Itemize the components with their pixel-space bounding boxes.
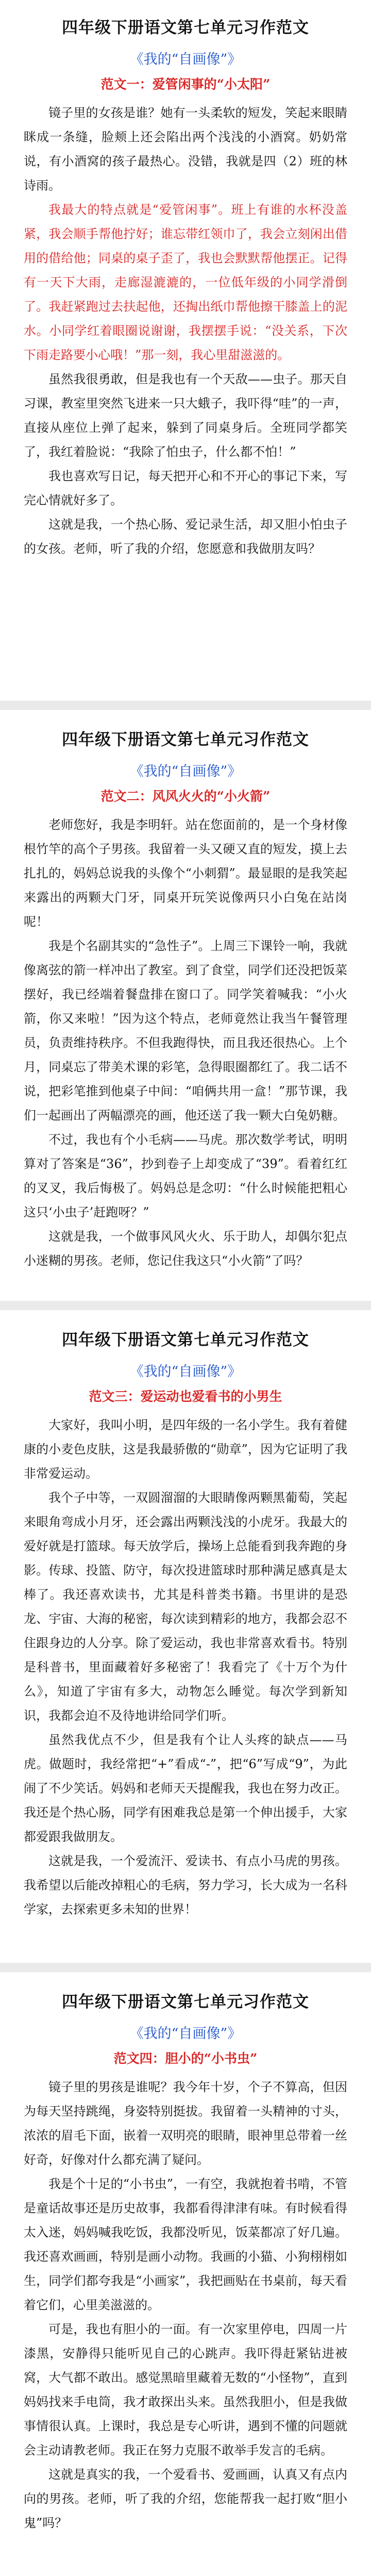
paragraph: 老师您好，我是李明轩。站在您面前的，是一个身材像根竹竿的高个子男孩。我留着一头又硬又直的短发，摸上去扎扎的，妈妈总说我的头像个“小刺猬”。最显眼的是我笑起来露出的两颗大门牙，同桌开玩笑说像两只小白兔在站岗呢！ bbox=[24, 818, 347, 929]
essay-topic: 《我的“自画像”》 bbox=[129, 2026, 242, 2042]
paragraph: 虽然我很勇敢，但是我也有一个天敌——虫子。那天自习课，教室里突然飞进来一只大蛾子，我吓得“哇”的一声，直接从座位上弹了起来，躲到了同桌身后。全班同学都笑了，我红着脸说：“我除了怕虫子，什么都不怕！” bbox=[24, 372, 347, 459]
paragraph: 镜子里的男孩是谁呢？我今年十岁，个子不算高，但因为每天坚持跳绳，身姿特别挺拔。我留着一头精神的寸头，浓浓的眉毛下面，嵌着一双明亮的眼睛，眼神里总带着一丝好奇，好像对什么都充满了疑问。 bbox=[24, 2080, 347, 2167]
document-title: 四年级下册语文第七单元习作范文 bbox=[62, 1331, 309, 1349]
document-title: 四年级下册语文第七单元习作范文 bbox=[62, 19, 309, 37]
paragraph: 可是，我也有胆小的一面。有一次家里停电，四周一片漆黑，安静得只能听见自己的心跳声。我吓得赶紧钻进被窝，大气都不敢出。感觉黑暗里藏着无数的“小怪物”，直到妈妈找来手电筒，我才敢探出头来。虽然我胆小，但是我做事情很认真。上课时，我总是专心听讲，遇到不懂的问题就会主动请教老师。我正在努力克服不敢举手发言的毛病。 bbox=[24, 2322, 347, 2458]
essay-topic: 《我的“自画像”》 bbox=[129, 52, 242, 67]
essay-sheet-2 bbox=[24, 726, 347, 1273]
paragraph: 这就是我，一个爱流汗、爱读书、有点小马虎的男孩。我希望以后能改掉粗心的毛病，努力学习，长大成为一名科学家，去探索更多未知的世界！ bbox=[24, 1854, 347, 1917]
paragraph: 大家好，我叫小明，是四年级的一名小学生。我有着健康的小麦色皮肤，这是我最骄傲的“勋章”，因为它证明了我非常爱运动。 bbox=[24, 1418, 347, 1481]
paragraph: 我个子中等，一双圆溜溜的大眼睛像两颗黑葡萄，笑起来眼角弯成小月牙，还会露出两颗浅浅的小虎牙。我最大的爱好就是打篮球。每天放学后，操场上总能看到我奔跑的身影。传球、投篮、防守，每次投进篮球时那种满足感真是太棒了。我还喜欢读书，尤其是科普类书籍。书里讲的是恐龙、宇宙、大海的秘密，每次读到精彩的地方，我都会忍不住跟身边的人分享。除了爱运动，我也非常喜欢看书。特别是科普书，里面藏着好多秘密了！我看完了《十万个为什么》，知道了宇宙有多大，动物怎么睡觉。每次学到新知识，我都会迫不及待地讲给同学们听。 bbox=[24, 1490, 347, 1723]
paragraph: 这就是我，一个热心肠、爱记录生活，却又胆小怕虫子的女孩。老师，听了我的介绍，您愿意和我做朋友吗？ bbox=[24, 517, 347, 556]
essay-sheet-3 bbox=[24, 1327, 347, 1922]
essay-sheet-4 bbox=[24, 1989, 347, 2535]
essay-sheet-1 bbox=[24, 14, 347, 561]
essay-topic: 《我的“自画像”》 bbox=[129, 1364, 242, 1380]
page-divider bbox=[0, 1301, 371, 1310]
essay-title: 范文二：风风火火的“小火箭” bbox=[100, 789, 271, 804]
document-title: 四年级下册语文第七单元习作范文 bbox=[62, 731, 309, 749]
paragraph: 我也喜欢写日记，每天把开心和不开心的事记下来，写完心情就好多了。 bbox=[24, 469, 347, 507]
essay-title: 范文三：爱运动也爱看书的小男生 bbox=[89, 1389, 282, 1404]
document-title: 四年级下册语文第七单元习作范文 bbox=[62, 1993, 309, 2011]
paragraph: 不过，我也有个小毛病——马虎。那次数学考试，明明算对了答案是“36”，抄到卷子上却变成了“39”。看着红红的叉叉，我后悔极了。妈妈总是念叨：“什么时候能把粗心这只‘小虫子’赶跑呀？” bbox=[24, 1132, 347, 1219]
paragraph: 镜子里的女孩是谁？她有一头柔软的短发，笑起来眼睛眯成一条缝，脸颊上还会陷出两个浅浅的小酒窝。奶奶常说，有小酒窝的孩子最热心。没错，我就是四（2）班的林诗雨。 bbox=[24, 106, 347, 193]
page-divider bbox=[0, 701, 371, 710]
page-divider bbox=[0, 1963, 371, 1972]
paragraph: 这就是真实的我，一个爱看书、爱画画，认真又有点内向的男孩。老师，听了我的介绍，您能帮我一起打败“胆小鬼”吗？ bbox=[24, 2467, 347, 2530]
essay-topic: 《我的“自画像”》 bbox=[129, 764, 242, 779]
paragraph: 我是个名副其实的“急性子”。上周三下课铃一响，我就像离弦的箭一样冲出了教室。到了食堂，同学们还没把饭菜摆好，我已经端着餐盘排在窗口了。同学笑着喊我：“小火箭，你又来啦！”因为这个特点，老师竟然让我当午餐管理员，负责维持秩序。不但我跑得快，而且我还很热心。上个月，同桌忘了带美术课的彩笔，急得眼圈都红了。我二话不说，把彩笔推到他桌子中间：“咱俩共用一盒！”那节课，我们一起画出了两幅漂亮的画，他还送了我一颗大白兔奶糖。 bbox=[24, 939, 347, 1123]
essay-title: 范文一：爱管闲事的“小太阳” bbox=[100, 77, 271, 92]
paragraph-highlighted: 我最大的特点就是“爱管闲事”。班上有谁的水杯没盖紧，我会顺手帮他拧好；谁忘带红领巾了，我会立刻闲出借用的借给他；同桌的桌子歪了，我也会默默帮他摆正。记得有一天下大雨，走廊湿漉漉的，一位低年级的小同学滑倒了。我赶紧跑过去扶起他，还掏出纸巾帮他擦干膝盖上的泥水。小同学红着眼圈说谢谢，我摆摆手说：“没关系，下次下雨走路要小心哦！”那一刻，我心里甜滋滋的。 bbox=[24, 202, 347, 362]
essay-title: 范文四：胆小的“小书虫” bbox=[113, 2051, 258, 2066]
paragraph: 这就是我，一个做事风风火火、乐于助人，却偶尔犯点小迷糊的男孩。老师，您记住我这只“小火箭”了吗？ bbox=[24, 1229, 347, 1268]
paragraph: 虽然我优点不少，但是我有个让人头疼的缺点——马虎。做题时，我经常把“+”看成“-”，把“6”写成“9”，为此闹了不少笑话。妈妈和老师天天提醒我，我也在努力改正。我还是个热心肠，同学有困难我总是第一个伸出援手，大家都爱跟我做朋友。 bbox=[24, 1733, 347, 1844]
paragraph: 我是个十足的“小书虫”，一有空，我就抱着书啃，不管是童话故事还是历史故事，我都看得津津有味。有时候看得太入迷，妈妈喊我吃饭，我都没听见，饭菜都凉了好几遍。我还喜欢画画，特别是画小动物。我画的小猫、小狗栩栩如生，同学们都夸我是“小画家”，我把画贴在书桌前，每天看着它们，心里美滋滋的。 bbox=[24, 2177, 347, 2312]
